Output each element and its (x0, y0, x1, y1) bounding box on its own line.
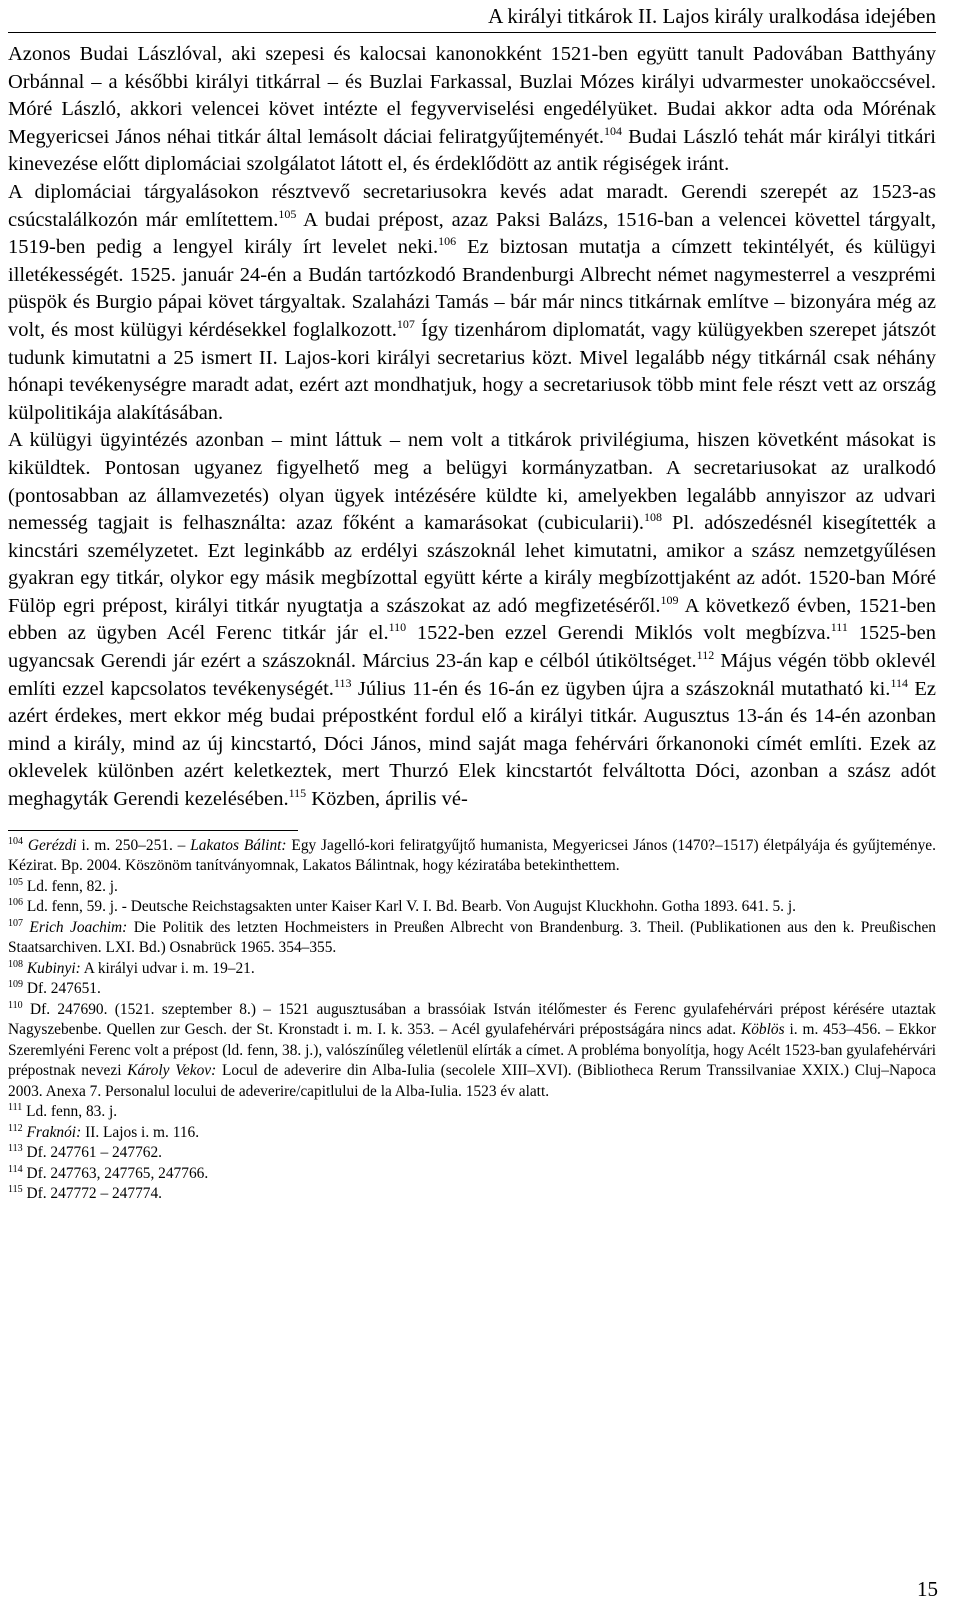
text-run: A diplomáciai tárgyalásokon résztvevő secretariusokra kevés adat maradt. Gerendi szerepét az 1523-as csúcstalálkozón már említettem. (8, 180, 936, 231)
text-run: Die Politik des letzten Hochmeisters in Preußen Albrecht von Brandenburg. 3. Theil. (Publikationen aus den k. Preußischen Staatsarchiven. LXI. Bd.) Osnabrück 1965. 354–355. (8, 918, 936, 957)
text-run: Df. 247761 – 247762. (22, 1144, 163, 1162)
footnote-reference: 106 (8, 897, 23, 908)
footnote (8, 1123, 936, 1144)
text-run: Ez biztosan mutatja a címzett tekintélyét, és külügyi illetékességét. 1525. január 24-én a Budán tartózkodó Brandenburgi Albrecht német nagymesterrel a veszprémi püspök és Burgio pápai követ tárgyaltak. Szalaházi Tamás – bár már nincs titkárnak említve – bizonyára még az volt, és most külügyi kérdésekkel foglalkozott. (8, 236, 937, 341)
footnote (8, 877, 936, 898)
footnote (8, 1184, 936, 1205)
footnote (8, 1000, 936, 1103)
italic-text: Károly Vekov: (127, 1062, 217, 1080)
text-run: 1522-ben ezzel Gerendi Miklós volt megbízva. (406, 622, 831, 645)
footnote-reference: 114 (890, 675, 908, 690)
footnote (8, 897, 936, 918)
footnote-reference: 105 (278, 206, 297, 221)
paragraph (8, 179, 936, 427)
text-run: Ld. fenn, 83. j. (22, 1103, 118, 1121)
footnote-reference: 110 (388, 620, 407, 635)
italic-text: Lakatos Bálint: (190, 836, 287, 854)
text-run: A budai prépost, azaz Paksi Balázs, 1516-ban a velencei követtel tárgyalt, 1519-ben pedig a lengyel király írt levelet neki. (8, 208, 936, 259)
footnote-reference: 114 (8, 1163, 23, 1175)
text-run: 1525-ben ugyancsak Gerendi jár ezért a szászoknál. Március 23-án kap e célból útiköltséget. (8, 622, 936, 673)
text-run: Így tizenhárom diplomatát, vagy külügyekben szerepet játszót tudunk kimutatni a 25 ismert II. Lajos-kori királyi secretarius közt. Mivel legalább négy titkárnál csak néhány hónapi tevékenységre maradt adat, ezért azt mondhatjuk, hogy a secretariusok több mint fele részt vett az ország külpolitikája alakításában. (8, 318, 936, 424)
footnote-reference: 113 (333, 675, 352, 690)
footnote-reference: 115 (8, 1184, 23, 1195)
footnote-reference: 107 (396, 317, 415, 332)
text-run: Ld. fenn, 59. j. - Deutsche Reichstagsakten unter Kaiser Karl V. I. Bd. Bearb. Von Augujst Kluckhohn. Gotha 1893. 641. 5. j. (23, 898, 796, 916)
footnote-reference: 112 (696, 648, 715, 663)
footnote-reference: 111 (830, 620, 848, 635)
footnote-reference: 109 (8, 979, 23, 990)
italic-text: Erich Joachim: (29, 918, 128, 936)
footnote-separator (8, 830, 298, 831)
text-run: i. m. 250–251. – (76, 836, 191, 854)
text-run: Budai László tehát már királyi titkári kinevezése előtt diplomáciai szolgálatot látott el, és érdeklődött az antik régiségek iránt. (8, 125, 936, 176)
footnote (8, 1143, 936, 1164)
footnote (8, 918, 936, 959)
text-run: Július 11-én és 16-án ez ügyben újra a szászoknál mutatható ki. (351, 677, 891, 700)
page-number: 15 (917, 1577, 938, 1601)
text-run: A királyi udvar i. m. 19–21. (80, 959, 255, 977)
text-run: A következő évben, 1521-ben ebben az ügyben Acél Ferenc titkár jár el. (8, 594, 936, 645)
footnote-reference: 104 (604, 123, 623, 138)
footnote-reference: 111 (8, 1102, 23, 1113)
text-run: Df. 247690. (1521. szeptember 8.) – 1521 augusztusában a brassóiak István itélőmester és Ferenc gyulafehérvári prépost kérésére utaztak Nagyszebenbe. Quellen zur Gesch. der St. Kronstadt i. m. I. k. 353. – Acél gyulafehérvári prépostságára nincs adat. (8, 1000, 936, 1039)
text-run: Egy Jagelló-kori feliratgyűjtő humanista, Megyericsei János (1470?–1517) életpályája és gyűjteménye. Kézirat. Bp. 2004. Köszönöm tanítványomnak, Lakatos Bálintnak, hogy kéziratába betekinthettem. (8, 836, 936, 875)
footnote (8, 959, 936, 980)
footnote-reference: 113 (8, 1143, 23, 1154)
italic-text: Köblös (740, 1021, 785, 1039)
text-run: II. Lajos i. m. 116. (81, 1123, 200, 1141)
footnote (8, 1102, 936, 1123)
paragraph (8, 427, 936, 813)
footnote-reference: 107 (8, 917, 23, 929)
footnote-reference: 106 (438, 234, 457, 249)
text-run: Közben, április vé- (306, 788, 468, 811)
main-text (8, 41, 936, 814)
footnote (8, 1164, 936, 1185)
italic-text: Gerézdi (27, 836, 77, 854)
footnote-reference: 109 (660, 593, 679, 608)
text-run: Locul de adeverire din Alba-Iulia (secolele XIII–XVI). (Bibliotheca Rerum Transsilvaniae XXIX.) Cluj–Napoca 2003. Anexa 7. Personalul locului de adeverire/capitlului de la Alba-Iulia. 1523 év alatt. (8, 1062, 936, 1100)
text-run: Azonos Budai Lászlóval, aki szepesi és kalocsai kanonokként 1521-ben együtt tanult Padovában Batthyány Orbánnal – a későbbi királyi titkárral – és Buzlai Farkassal, Buzlai Mózes királyi udvarmester unokaöccsével. Móré László, akkori velencei követ intézte el fegyverviselési engedélyüket. Budai akkor adta oda Mórénak Megyericsei János néhai titkár által lemásolt dáciai feliratgyűjteményét. (8, 43, 936, 148)
text-run: Df. 247763, 247765, 247766. (22, 1164, 209, 1182)
italic-text: Fraknói: (26, 1123, 82, 1141)
footnote-reference: 108 (644, 510, 663, 525)
footnote-reference: 115 (288, 786, 307, 801)
running-header: A királyi titkárok II. Lajos király uralkodása idejében (8, 0, 936, 33)
text-run: Pl. adószedésnél kisegítették a kincstári személyzetet. Ezt leginkább az erdélyi szászoknál lehet kimutatni, amikor a szász nemzetgyűlésen gyakran egy titkár, olykor egy másik megbízottal együtt kérte a király megbízottjaként az adót. 1520-ban Móré Fülöp egri prépost, királyi titkár nyugtatja a szászokat az adó megfizetéséről. (8, 512, 936, 617)
paragraph (8, 41, 936, 179)
italic-text: Kubinyi: (26, 959, 81, 977)
footnote-reference: 108 (8, 958, 23, 970)
footnote-reference: 112 (8, 1122, 23, 1134)
text-run: Df. 247772 – 247774. (22, 1185, 163, 1203)
text-run: i. m. 453–456. – Ekkor Szeremlyéni Ferenc volt a prépost (ld. fenn, 38. j.), valószínűleg véletlenül elírták a címet. A probléma bonyolítja, hogy Acélt 1523-ban gyulafehérvári prépostnak nevezi (8, 1021, 936, 1080)
footnote-reference: 105 (8, 876, 23, 888)
footnote (8, 979, 936, 1000)
text-run: A külügyi ügyintézés azonban – mint láttuk – nem volt a titkárok privilégiuma, hiszen követként másokat is kiküldtek. Pontosan ugyanez figyelhető meg a belügyi kormányzatban. A secretariusokat az uralkodó (pontosabban az államvezetés) olyan ügyek intézésére küldte ki, amelyekben legalább annyiszor az udvari nemesség tagjait is felhasználta: azaz főként a kamarásokat (cubicularii). (8, 429, 936, 535)
footnote-reference: 104 (8, 835, 23, 847)
document-page (8, 0, 936, 1205)
footnote (8, 836, 936, 877)
text-run: Df. 247651. (23, 980, 101, 998)
text-run: Ld. fenn, 82. j. (23, 877, 118, 895)
text-run: Ez azért érdekes, mert ekkor még budai prépostként fordul elő a királyi titkár. Augusztus 13-án és 14-én azonban mind a király, mind az új kincstartó, Dóci János, mind saját maga fehérvári őrkanonoki címét említi. Ezek az oklevelek különben azért keletkeztek, mert Thurzó Elek kincstartót felváltotta Dóci, azonban a szász adót meghagyták Gerendi kezelésében. (8, 677, 936, 811)
text-run: Május végén több oklevél említi ezzel kapcsolatos tevékenységét. (8, 650, 936, 700)
footnotes (8, 836, 936, 1205)
footnote-reference: 110 (8, 999, 23, 1011)
